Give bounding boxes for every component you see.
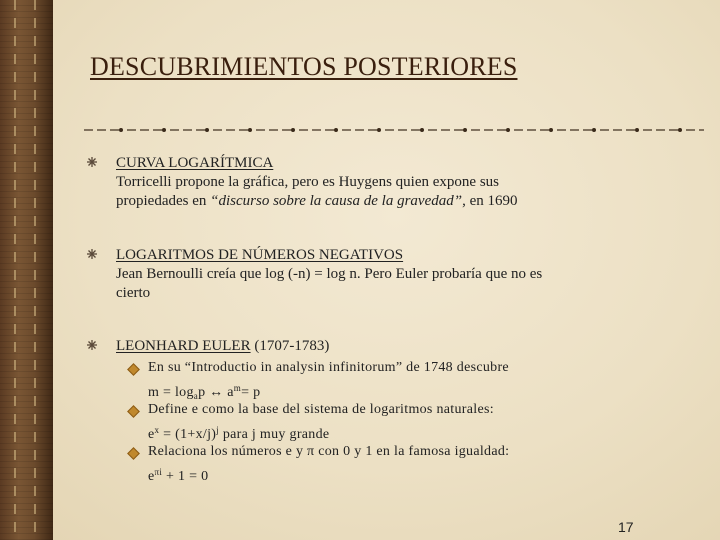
text-segment: propiedades en — [116, 193, 211, 209]
formula-superscript: m — [233, 383, 242, 393]
sub-item-text: En su “Introductio in analysin infinitorum” de 1748 descubre — [148, 360, 509, 375]
sub-item-text: Define e como la base del sistema de logaritmos naturales: — [148, 402, 494, 417]
item-text-line: cierto — [116, 285, 151, 301]
formula-superscript: j — [216, 425, 220, 435]
item-text-line: Torricelli propone la gráfica, pero es Huygens quien expone sus — [116, 174, 499, 190]
formula-superscript: πi — [154, 467, 163, 477]
list-item-euler — [116, 337, 329, 356]
formula-part: m = log — [148, 385, 194, 400]
formula-part: para j muy grande — [219, 427, 330, 442]
work-title: “discurso sobre la causa de la gravedad” — [210, 193, 463, 209]
item-heading-dates: (1707-1783) — [250, 338, 330, 354]
item-heading: LOGARITMOS DE NÚMEROS NEGATIVOS — [116, 247, 404, 263]
diamond-bullet-icon — [127, 363, 140, 376]
sub-item-text: Relaciona los números e y π con 0 y 1 en la famosa igualdad: — [148, 444, 510, 459]
formula-part: e — [148, 469, 155, 484]
sub-item-base-e — [148, 399, 494, 445]
dashed-divider — [84, 123, 704, 137]
list-item-curva — [116, 154, 518, 211]
page-number: 17 — [618, 519, 634, 535]
list-item-logaritmos-negativos — [116, 246, 542, 303]
formula-part: p ↔ a — [198, 385, 234, 400]
sub-item-identity — [148, 441, 509, 487]
formula-part: e — [148, 427, 155, 442]
sub-item-formula — [148, 462, 509, 487]
formula-part: = (1+x/j) — [159, 427, 217, 442]
diamond-bullet-icon — [127, 405, 140, 418]
decorative-book-spine — [0, 0, 53, 540]
formula-part: + 1 = 0 — [162, 469, 209, 484]
formula-subscript: a — [193, 391, 199, 401]
asterisk-bullet-icon — [86, 248, 98, 260]
slide-title: DESCUBRIMIENTOS POSTERIORES — [90, 52, 518, 81]
text-segment: , en 1690 — [462, 193, 518, 209]
formula-part: = p — [241, 385, 261, 400]
diamond-bullet-icon — [127, 447, 140, 460]
item-heading: LEONHARD EULER — [116, 338, 251, 354]
formula-superscript: x — [154, 425, 160, 435]
item-text-line: Jean Bernoulli creía que log (-n) = log n. Pero Euler probaría que no es — [116, 266, 543, 282]
item-heading: CURVA LOGARÍTMICA — [116, 155, 274, 171]
asterisk-bullet-icon — [86, 339, 98, 351]
asterisk-bullet-icon — [86, 156, 98, 168]
item-text-line — [116, 192, 518, 211]
